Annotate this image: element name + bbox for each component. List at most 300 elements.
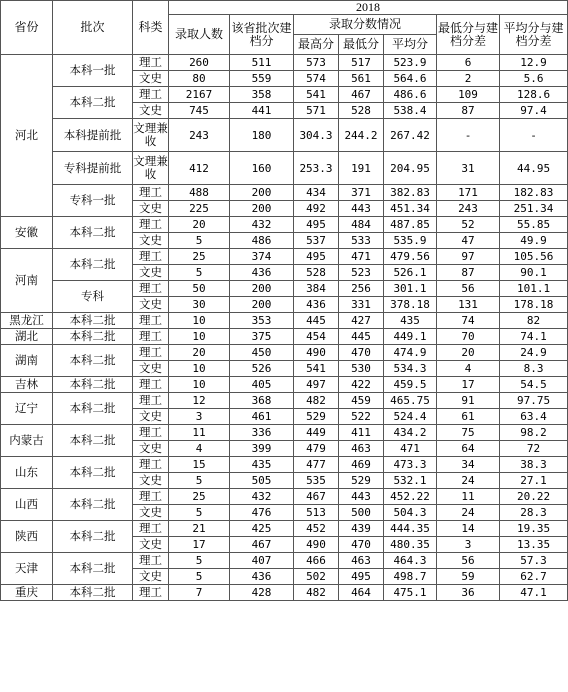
table-body xyxy=(1,1,568,601)
line-cell: 160 xyxy=(230,152,294,185)
admitted-cell: 10 xyxy=(169,361,230,377)
line-cell: 399 xyxy=(230,441,294,457)
table-row xyxy=(1,281,568,297)
line-cell: 486 xyxy=(230,233,294,249)
avg-diff-cell: 49.9 xyxy=(500,233,568,249)
table-row xyxy=(1,345,568,361)
admitted-cell: 20 xyxy=(169,345,230,361)
min-cell: 495 xyxy=(339,569,384,585)
avg-diff-cell: 97.4 xyxy=(500,103,568,119)
province-cell: 重庆 xyxy=(1,585,53,601)
min-diff-cell: 24 xyxy=(437,505,500,521)
header-subject: 科类 xyxy=(133,1,169,55)
subject-cell: 理工 xyxy=(133,313,169,329)
avg-diff-cell: 19.35 xyxy=(500,521,568,537)
table-row xyxy=(1,585,568,601)
header-year: 2018 xyxy=(169,1,568,15)
max-cell: 535 xyxy=(294,473,339,489)
min-cell: 484 xyxy=(339,217,384,233)
admitted-cell: 243 xyxy=(169,119,230,152)
max-cell: 495 xyxy=(294,249,339,265)
min-cell: 463 xyxy=(339,553,384,569)
province-cell: 内蒙古 xyxy=(1,425,53,457)
avg-cell: 459.5 xyxy=(384,377,437,393)
avg-cell: 564.6 xyxy=(384,71,437,87)
min-diff-cell: 87 xyxy=(437,103,500,119)
avg-diff-cell: 63.4 xyxy=(500,409,568,425)
province-cell: 河南 xyxy=(1,249,53,313)
max-cell: 495 xyxy=(294,217,339,233)
table-row xyxy=(1,313,568,329)
admitted-cell: 5 xyxy=(169,265,230,281)
avg-diff-cell: 5.6 xyxy=(500,71,568,87)
avg-diff-cell: 178.18 xyxy=(500,297,568,313)
batch-cell: 专科一批 xyxy=(53,185,133,217)
avg-diff-cell: 90.1 xyxy=(500,265,568,281)
avg-diff-cell: - xyxy=(500,119,568,152)
table-row xyxy=(1,249,568,265)
batch-cell: 本科二批 xyxy=(53,249,133,281)
batch-cell: 本科二批 xyxy=(53,313,133,329)
table-row xyxy=(1,329,568,345)
min-cell: 439 xyxy=(339,521,384,537)
min-cell: 467 xyxy=(339,87,384,103)
subject-cell: 理工 xyxy=(133,345,169,361)
avg-cell: 449.1 xyxy=(384,329,437,345)
max-cell: 452 xyxy=(294,521,339,537)
avg-cell: 382.83 xyxy=(384,185,437,201)
min-cell: 256 xyxy=(339,281,384,297)
subject-cell: 理工 xyxy=(133,329,169,345)
min-diff-cell: 61 xyxy=(437,409,500,425)
min-diff-cell: 31 xyxy=(437,152,500,185)
province-cell: 山东 xyxy=(1,457,53,489)
min-cell: 443 xyxy=(339,201,384,217)
admitted-cell: 10 xyxy=(169,313,230,329)
subject-cell: 理工 xyxy=(133,281,169,297)
min-diff-cell: 56 xyxy=(437,281,500,297)
min-cell: 459 xyxy=(339,393,384,409)
min-diff-cell: 17 xyxy=(437,377,500,393)
max-cell: 434 xyxy=(294,185,339,201)
subject-cell: 文史 xyxy=(133,569,169,585)
table-row xyxy=(1,457,568,473)
admitted-cell: 5 xyxy=(169,569,230,585)
subject-cell: 文史 xyxy=(133,441,169,457)
header-min-diff: 最低分与建档分差 xyxy=(437,15,500,55)
subject-cell: 理工 xyxy=(133,457,169,473)
max-cell: 513 xyxy=(294,505,339,521)
admitted-cell: 25 xyxy=(169,489,230,505)
admitted-cell: 4 xyxy=(169,441,230,457)
max-cell: 467 xyxy=(294,489,339,505)
avg-cell: 465.75 xyxy=(384,393,437,409)
batch-cell: 本科二批 xyxy=(53,393,133,425)
line-cell: 368 xyxy=(230,393,294,409)
header-min: 最低分 xyxy=(339,35,384,55)
admitted-cell: 30 xyxy=(169,297,230,313)
min-cell: 443 xyxy=(339,489,384,505)
avg-diff-cell: 28.3 xyxy=(500,505,568,521)
min-diff-cell: 64 xyxy=(437,441,500,457)
batch-cell: 专科 xyxy=(53,281,133,313)
avg-diff-cell: 105.56 xyxy=(500,249,568,265)
min-cell: 470 xyxy=(339,537,384,553)
min-diff-cell: 11 xyxy=(437,489,500,505)
min-diff-cell: 52 xyxy=(437,217,500,233)
admitted-cell: 50 xyxy=(169,281,230,297)
max-cell: 528 xyxy=(294,265,339,281)
batch-cell: 本科二批 xyxy=(53,87,133,119)
province-cell: 安徽 xyxy=(1,217,53,249)
subject-cell: 文史 xyxy=(133,233,169,249)
batch-cell: 本科提前批 xyxy=(53,119,133,152)
max-cell: 445 xyxy=(294,313,339,329)
avg-diff-cell: 57.3 xyxy=(500,553,568,569)
avg-diff-cell: 74.1 xyxy=(500,329,568,345)
line-cell: 358 xyxy=(230,87,294,103)
avg-diff-cell: 98.2 xyxy=(500,425,568,441)
min-diff-cell: 4 xyxy=(437,361,500,377)
min-diff-cell: 3 xyxy=(437,537,500,553)
table-row xyxy=(1,425,568,441)
max-cell: 573 xyxy=(294,55,339,71)
subject-cell: 理工 xyxy=(133,87,169,103)
min-diff-cell: 56 xyxy=(437,553,500,569)
admitted-cell: 745 xyxy=(169,103,230,119)
avg-cell: 473.3 xyxy=(384,457,437,473)
min-diff-cell: 36 xyxy=(437,585,500,601)
avg-cell: 452.22 xyxy=(384,489,437,505)
avg-diff-cell: 97.75 xyxy=(500,393,568,409)
batch-cell: 专科提前批 xyxy=(53,152,133,185)
avg-cell: 451.34 xyxy=(384,201,437,217)
subject-cell: 文史 xyxy=(133,409,169,425)
admitted-cell: 5 xyxy=(169,473,230,489)
max-cell: 571 xyxy=(294,103,339,119)
header-admitted: 录取人数 xyxy=(169,15,230,55)
admitted-cell: 488 xyxy=(169,185,230,201)
max-cell: 479 xyxy=(294,441,339,457)
batch-cell: 本科二批 xyxy=(53,345,133,377)
admitted-cell: 80 xyxy=(169,71,230,87)
avg-diff-cell: 82 xyxy=(500,313,568,329)
line-cell: 559 xyxy=(230,71,294,87)
min-diff-cell: 2 xyxy=(437,71,500,87)
min-diff-cell: 97 xyxy=(437,249,500,265)
min-cell: 191 xyxy=(339,152,384,185)
table-row xyxy=(1,217,568,233)
avg-diff-cell: 72 xyxy=(500,441,568,457)
header-batch-line: 该省批次建档分 xyxy=(230,15,294,55)
province-cell: 黑龙江 xyxy=(1,313,53,329)
avg-cell: 474.9 xyxy=(384,345,437,361)
admitted-cell: 25 xyxy=(169,249,230,265)
admitted-cell: 10 xyxy=(169,377,230,393)
max-cell: 477 xyxy=(294,457,339,473)
admitted-cell: 2167 xyxy=(169,87,230,103)
max-cell: 574 xyxy=(294,71,339,87)
avg-cell: 524.4 xyxy=(384,409,437,425)
avg-cell: 378.18 xyxy=(384,297,437,313)
batch-cell: 本科二批 xyxy=(53,217,133,249)
avg-cell: 486.6 xyxy=(384,87,437,103)
avg-cell: 434.2 xyxy=(384,425,437,441)
min-diff-cell: 24 xyxy=(437,473,500,489)
table-row xyxy=(1,55,568,71)
min-diff-cell: 75 xyxy=(437,425,500,441)
max-cell: 253.3 xyxy=(294,152,339,185)
min-cell: 427 xyxy=(339,313,384,329)
header-max: 最高分 xyxy=(294,35,339,55)
min-diff-cell: 14 xyxy=(437,521,500,537)
line-cell: 526 xyxy=(230,361,294,377)
avg-cell: 523.9 xyxy=(384,55,437,71)
province-cell: 山西 xyxy=(1,489,53,521)
min-cell: 471 xyxy=(339,249,384,265)
avg-cell: 475.1 xyxy=(384,585,437,601)
admitted-cell: 3 xyxy=(169,409,230,425)
header-province: 省份 xyxy=(1,1,53,55)
avg-cell: 479.56 xyxy=(384,249,437,265)
max-cell: 449 xyxy=(294,425,339,441)
line-cell: 505 xyxy=(230,473,294,489)
admitted-cell: 5 xyxy=(169,553,230,569)
max-cell: 384 xyxy=(294,281,339,297)
line-cell: 375 xyxy=(230,329,294,345)
subject-cell: 文史 xyxy=(133,201,169,217)
avg-cell: 504.3 xyxy=(384,505,437,521)
min-cell: 464 xyxy=(339,585,384,601)
line-cell: 407 xyxy=(230,553,294,569)
admitted-cell: 260 xyxy=(169,55,230,71)
max-cell: 454 xyxy=(294,329,339,345)
batch-cell: 本科二批 xyxy=(53,585,133,601)
max-cell: 537 xyxy=(294,233,339,249)
header-scores-group: 录取分数情况 xyxy=(294,15,437,35)
line-cell: 436 xyxy=(230,265,294,281)
max-cell: 482 xyxy=(294,393,339,409)
avg-cell: 526.1 xyxy=(384,265,437,281)
min-cell: 529 xyxy=(339,473,384,489)
avg-cell: 480.35 xyxy=(384,537,437,553)
avg-cell: 444.35 xyxy=(384,521,437,537)
table-row xyxy=(1,521,568,537)
avg-cell: 534.3 xyxy=(384,361,437,377)
min-diff-cell: 74 xyxy=(437,313,500,329)
max-cell: 436 xyxy=(294,297,339,313)
avg-cell: 301.1 xyxy=(384,281,437,297)
subject-cell: 文史 xyxy=(133,71,169,87)
avg-diff-cell: 8.3 xyxy=(500,361,568,377)
avg-cell: 204.95 xyxy=(384,152,437,185)
min-diff-cell: - xyxy=(437,119,500,152)
subject-cell: 文史 xyxy=(133,103,169,119)
line-cell: 461 xyxy=(230,409,294,425)
min-cell: 422 xyxy=(339,377,384,393)
header-avg: 平均分 xyxy=(384,35,437,55)
subject-cell: 理工 xyxy=(133,377,169,393)
batch-cell: 本科二批 xyxy=(53,457,133,489)
admitted-cell: 225 xyxy=(169,201,230,217)
avg-diff-cell: 251.34 xyxy=(500,201,568,217)
avg-diff-cell: 44.95 xyxy=(500,152,568,185)
line-cell: 353 xyxy=(230,313,294,329)
min-diff-cell: 6 xyxy=(437,55,500,71)
line-cell: 425 xyxy=(230,521,294,537)
admitted-cell: 5 xyxy=(169,505,230,521)
max-cell: 482 xyxy=(294,585,339,601)
avg-cell: 532.1 xyxy=(384,473,437,489)
max-cell: 490 xyxy=(294,345,339,361)
min-cell: 445 xyxy=(339,329,384,345)
table-row xyxy=(1,119,568,152)
min-cell: 523 xyxy=(339,265,384,281)
line-cell: 467 xyxy=(230,537,294,553)
batch-cell: 本科二批 xyxy=(53,553,133,585)
province-cell: 辽宁 xyxy=(1,393,53,425)
subject-cell: 文史 xyxy=(133,265,169,281)
admitted-cell: 412 xyxy=(169,152,230,185)
subject-cell: 文史 xyxy=(133,505,169,521)
subject-cell: 理工 xyxy=(133,217,169,233)
min-cell: 463 xyxy=(339,441,384,457)
min-diff-cell: 87 xyxy=(437,265,500,281)
subject-cell: 理工 xyxy=(133,185,169,201)
min-cell: 331 xyxy=(339,297,384,313)
line-cell: 336 xyxy=(230,425,294,441)
subject-cell: 文理兼收 xyxy=(133,152,169,185)
min-diff-cell: 243 xyxy=(437,201,500,217)
max-cell: 497 xyxy=(294,377,339,393)
admitted-cell: 12 xyxy=(169,393,230,409)
province-cell: 天津 xyxy=(1,553,53,585)
subject-cell: 文史 xyxy=(133,473,169,489)
admitted-cell: 20 xyxy=(169,217,230,233)
min-cell: 244.2 xyxy=(339,119,384,152)
min-diff-cell: 171 xyxy=(437,185,500,201)
min-cell: 528 xyxy=(339,103,384,119)
province-cell: 湖南 xyxy=(1,345,53,377)
avg-cell: 535.9 xyxy=(384,233,437,249)
line-cell: 200 xyxy=(230,297,294,313)
header-batch: 批次 xyxy=(53,1,133,55)
max-cell: 529 xyxy=(294,409,339,425)
batch-cell: 本科二批 xyxy=(53,521,133,553)
admitted-cell: 11 xyxy=(169,425,230,441)
avg-cell: 538.4 xyxy=(384,103,437,119)
line-cell: 428 xyxy=(230,585,294,601)
batch-cell: 本科二批 xyxy=(53,377,133,393)
avg-cell: 267.42 xyxy=(384,119,437,152)
max-cell: 492 xyxy=(294,201,339,217)
line-cell: 450 xyxy=(230,345,294,361)
avg-diff-cell: 101.1 xyxy=(500,281,568,297)
min-cell: 530 xyxy=(339,361,384,377)
subject-cell: 理工 xyxy=(133,489,169,505)
avg-diff-cell: 13.35 xyxy=(500,537,568,553)
max-cell: 502 xyxy=(294,569,339,585)
avg-cell: 471 xyxy=(384,441,437,457)
min-cell: 517 xyxy=(339,55,384,71)
line-cell: 374 xyxy=(230,249,294,265)
batch-cell: 本科一批 xyxy=(53,55,133,87)
admitted-cell: 5 xyxy=(169,233,230,249)
table-row xyxy=(1,152,568,185)
header-avg-diff: 平均分与建档分差 xyxy=(500,15,568,55)
avg-diff-cell: 24.9 xyxy=(500,345,568,361)
min-cell: 561 xyxy=(339,71,384,87)
admitted-cell: 15 xyxy=(169,457,230,473)
header-row-1 xyxy=(1,1,568,15)
table-row xyxy=(1,553,568,569)
province-cell: 河北 xyxy=(1,55,53,217)
line-cell: 476 xyxy=(230,505,294,521)
min-cell: 371 xyxy=(339,185,384,201)
province-cell: 吉林 xyxy=(1,377,53,393)
avg-cell: 498.7 xyxy=(384,569,437,585)
line-cell: 441 xyxy=(230,103,294,119)
admitted-cell: 10 xyxy=(169,329,230,345)
line-cell: 200 xyxy=(230,201,294,217)
line-cell: 432 xyxy=(230,217,294,233)
table-row xyxy=(1,489,568,505)
line-cell: 432 xyxy=(230,489,294,505)
max-cell: 541 xyxy=(294,87,339,103)
subject-cell: 理工 xyxy=(133,553,169,569)
batch-cell: 本科二批 xyxy=(53,329,133,345)
province-cell: 陕西 xyxy=(1,521,53,553)
subject-cell: 理工 xyxy=(133,249,169,265)
min-cell: 522 xyxy=(339,409,384,425)
min-cell: 500 xyxy=(339,505,384,521)
max-cell: 304.3 xyxy=(294,119,339,152)
subject-cell: 理工 xyxy=(133,425,169,441)
subject-cell: 理工 xyxy=(133,585,169,601)
min-diff-cell: 109 xyxy=(437,87,500,103)
table-row xyxy=(1,377,568,393)
avg-diff-cell: 54.5 xyxy=(500,377,568,393)
avg-cell: 464.3 xyxy=(384,553,437,569)
table-row xyxy=(1,185,568,201)
subject-cell: 文史 xyxy=(133,361,169,377)
min-cell: 470 xyxy=(339,345,384,361)
batch-cell: 本科二批 xyxy=(53,489,133,521)
avg-diff-cell: 12.9 xyxy=(500,55,568,71)
subject-cell: 文史 xyxy=(133,537,169,553)
batch-cell: 本科二批 xyxy=(53,425,133,457)
avg-diff-cell: 47.1 xyxy=(500,585,568,601)
min-diff-cell: 20 xyxy=(437,345,500,361)
avg-diff-cell: 20.22 xyxy=(500,489,568,505)
avg-diff-cell: 27.1 xyxy=(500,473,568,489)
avg-diff-cell: 128.6 xyxy=(500,87,568,103)
min-diff-cell: 34 xyxy=(437,457,500,473)
avg-diff-cell: 38.3 xyxy=(500,457,568,473)
min-diff-cell: 131 xyxy=(437,297,500,313)
avg-cell: 487.85 xyxy=(384,217,437,233)
line-cell: 405 xyxy=(230,377,294,393)
max-cell: 541 xyxy=(294,361,339,377)
avg-cell: 435 xyxy=(384,313,437,329)
min-cell: 533 xyxy=(339,233,384,249)
subject-cell: 理工 xyxy=(133,55,169,71)
subject-cell: 理工 xyxy=(133,521,169,537)
line-cell: 200 xyxy=(230,281,294,297)
min-diff-cell: 70 xyxy=(437,329,500,345)
admitted-cell: 21 xyxy=(169,521,230,537)
line-cell: 511 xyxy=(230,55,294,71)
